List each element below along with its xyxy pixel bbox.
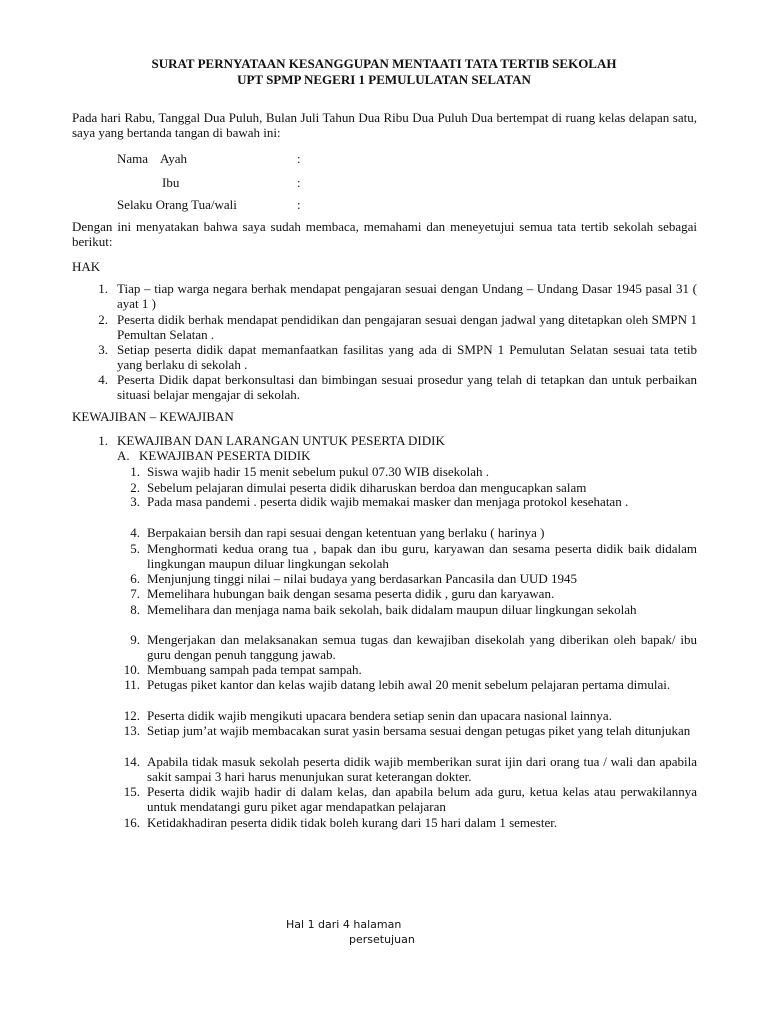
kewajiban-heading: KEWAJIBAN – KEWAJIBAN xyxy=(72,409,234,424)
kewajiban-item: Peserta didik wajib hadir di dalam kelas, dan apabila belum ada guru, ketua kelas atau perwakilannya untuk mendatangi guru piket agar mendapatkan pelajaran xyxy=(147,784,697,814)
kewajiban-item-number: 10. xyxy=(123,662,140,677)
kewajiban-item: Apabila tidak masuk sekolah peserta didik wajib memberikan surat ijin dari orang tua / wali dan apabila sakit sampai 3 hari harus menunjukan surat keterangan dokter. xyxy=(147,754,697,784)
kewajiban-item: Menjunjung tinggi nilai – nilai budaya yang berdasarkan Pancasila dan UUD 1945 xyxy=(147,571,577,586)
hak-item: Setiap peserta didik dapat memanfaatkan fasilitas yang ada di SMPN 1 Pemulutan Selatan sesuai tata tetib yang berlaku di sekolah . xyxy=(117,342,697,372)
kewajiban-item-number: 15. xyxy=(123,784,140,799)
field-label-ibu: Ibu xyxy=(162,175,180,190)
field-colon-wali: : xyxy=(297,197,301,212)
section-number: 1. xyxy=(98,433,108,448)
intro-paragraph: Pada hari Rabu, Tanggal Dua Puluh, Bulan Juli Tahun Dua Ribu Dua Puluh Dua bertempat di ruang kelas delapan satu, saya yang bertanda tangan di bawah ini: xyxy=(72,110,697,140)
kewajiban-item-number: 2. xyxy=(130,480,140,495)
kewajiban-item-number: 5. xyxy=(130,541,140,556)
hak-item: Peserta didik berhak mendapat pendidikan dan pengajaran sesuai dengan jadwal yang ditetapkan oleh SMPN 1 Pemultan Selatan . xyxy=(117,312,697,342)
hak-item-number: 3. xyxy=(98,342,108,357)
kewajiban-item: Membuang sampah pada tempat sampah. xyxy=(147,662,362,677)
kewajiban-item: Mengerjakan dan melaksanakan semua tugas dan kewajiban disekolah yang diberikan oleh bapak/ ibu guru dengan penuh tanggung jawab. xyxy=(147,632,697,662)
kewajiban-item: Sebelum pelajaran dimulai peserta didik diharuskan berdoa dan mengucapkan salam xyxy=(147,480,587,495)
kewajiban-item: Memelihara hubungan baik dengan sesama peserta didik , guru dan karyawan. xyxy=(147,586,555,601)
kewajiban-item: Berpakaian bersih dan rapi sesuai dengan ketentuan yang berlaku ( harinya ) xyxy=(147,525,545,540)
kewajiban-item-number: 9. xyxy=(130,632,140,647)
hak-heading: HAK xyxy=(72,259,101,274)
hak-item-number: 2. xyxy=(98,312,108,327)
kewajiban-item: Siswa wajib hadir 15 menit sebelum pukul 07.30 WIB disekolah . xyxy=(147,464,490,479)
field-label-ayah: Ayah xyxy=(160,151,187,166)
kewajiban-item-number: 14. xyxy=(123,754,140,769)
kewajiban-item-number: 4. xyxy=(130,525,140,540)
page-number-label: Hal 1 dari 4 halaman xyxy=(286,918,402,931)
field-colon-ayah: : xyxy=(297,151,301,166)
document-subtitle: UPT SPMP NEGERI 1 PEMULULATAN SELATAN xyxy=(237,72,531,87)
field-colon-ibu: : xyxy=(297,175,301,190)
kewajiban-item: Memelihara dan menjaga nama baik sekolah, baik didalam maupun diluar lingkungan sekolah xyxy=(147,602,637,617)
kewajiban-item-number: 16. xyxy=(123,815,140,830)
kewajiban-item-number: 8. xyxy=(130,602,140,617)
kewajiban-item-number: 3. xyxy=(130,494,140,509)
section-title: KEWAJIBAN DAN LARANGAN UNTUK PESERTA DIDIK xyxy=(117,433,445,448)
kewajiban-item-number: 7. xyxy=(130,586,140,601)
kewajiban-item-number: 1. xyxy=(130,464,140,479)
approval-label: persetujuan xyxy=(349,933,415,946)
kewajiban-item-number: 13. xyxy=(123,723,140,738)
subsection-letter: A. xyxy=(117,448,130,463)
kewajiban-item: Setiap jum’at wajib membacakan surat yasin bersama sesuai dengan petugas piket yang telah ditunjukan xyxy=(147,723,691,738)
subsection-title: KEWAJIBAN PESERTA DIDIK xyxy=(139,448,311,463)
hak-item-number: 1. xyxy=(98,281,108,296)
document-title: SURAT PERNYATAAN KESANGGUPAN MENTAATI TATA TERTIB SEKOLAH xyxy=(151,56,617,71)
kewajiban-item: Ketidakhadiran peserta didik tidak boleh kurang dari 15 hari dalam 1 semester. xyxy=(147,815,558,830)
kewajiban-item: Pada masa pandemi . peserta didik wajib memakai masker dan menjaga protokol kesehatan . xyxy=(147,494,629,509)
field-label-wali: Selaku Orang Tua/wali xyxy=(117,197,237,212)
field-label-nama: Nama xyxy=(117,151,149,166)
hak-item: Peserta Didik dapat berkonsultasi dan bimbingan sesuai prosedur yang telah di tetapkan dan untuk perbaikan situasi belajar mengajar di sekolah. xyxy=(117,372,697,402)
hak-item: Tiap – tiap warga negara berhak mendapat pengajaran sesuai dengan Undang – Undang Dasar 1945 pasal 31 ( ayat 1 ) xyxy=(117,281,697,311)
statement-paragraph: Dengan ini menyatakan bahwa saya sudah membaca, memahami dan meneyetujui semua tata tertib sekolah sebagai berikut: xyxy=(72,219,697,249)
kewajiban-item-number: 6. xyxy=(130,571,140,586)
kewajiban-item-number: 12. xyxy=(123,708,140,723)
hak-item-number: 4. xyxy=(98,372,108,387)
kewajiban-item-number: 11. xyxy=(124,677,140,692)
kewajiban-item: Menghormati kedua orang tua , bapak dan ibu guru, karyawan dan sesama peserta didik baik didalam lingkungan maupun diluar lingkungan sekolah xyxy=(147,541,697,571)
kewajiban-item: Petugas piket kantor dan kelas wajib datang lebih awal 20 menit sebelum pelajaran pertama dimulai. xyxy=(147,677,671,692)
kewajiban-item: Peserta didik wajib mengikuti upacara bendera setiap senin dan upacara nasional lainnya. xyxy=(147,708,612,723)
